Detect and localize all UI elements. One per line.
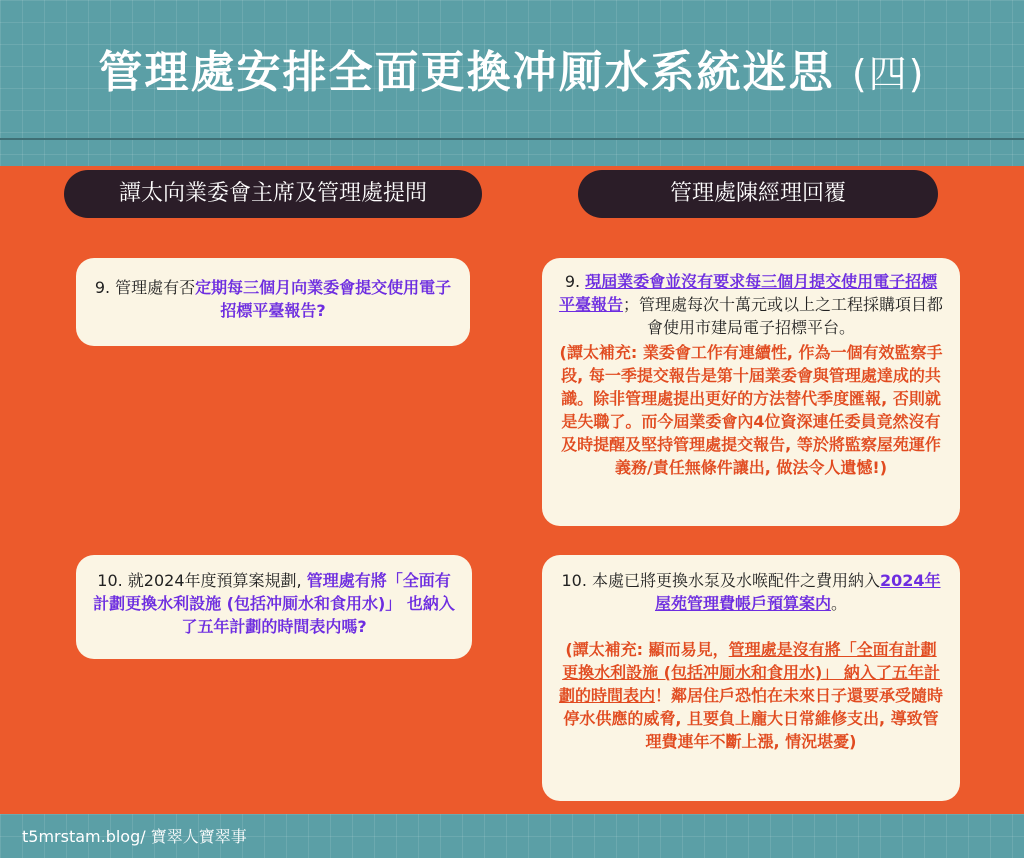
q10-prefix: 10. 就2024年度預算案規劃, <box>97 571 307 590</box>
question-10-card <box>76 555 472 659</box>
q9-prefix: 9. 管理處有否 <box>94 278 196 297</box>
a10-highlight: 2024年屋苑管理費帳戶預算案内 <box>654 571 941 613</box>
q10-highlight: 管理處有將「全面有計劃更換水利設施 (包括冲厠水和食用水)」 也納入了五年計劃的時間表内嗎? <box>93 571 455 636</box>
footer-credit: t5mrstam.blog/ 寶翠人寶翠事 <box>22 827 247 846</box>
right-heading: 管理處陳經理回覆 <box>578 170 938 218</box>
a10-note-highlight: 管理處是沒有將「全面有計劃更換水利設施 (包括冲厠水和食用水)」 納入了五年計劃的時間表内 <box>558 640 940 705</box>
q9-highlight: 定期每三個月向業委會提交使用電子招標平臺報告? <box>195 278 452 320</box>
a9-note: (譚太補充: 業委會工作有連續性, 作為一個有效監察手段, 每一季提交報告是第十屆業委會與管理處達成的共識。除非管理處提出更好的方法替代季度匯報, 否則就是失職了。而今屆業委會內4位資深連任委員竟然沒有及時提醒及堅持管理處提交報告, 等於將監察屋苑運作義務/責任無條件讓出, 做法令人遺憾!) <box>559 343 943 477</box>
answer-10-card <box>542 555 960 801</box>
a10-prefix: 10. 本處已將更換水泵及水喉配件之費用納入 <box>561 571 880 590</box>
a10-note-suffix: ！鄰居住戶恐怕在未來日子還要承受隨時停水供應的威脅, 且要負上龐大日常維修支出, 導致管理費連年不斷上漲, 情況堪憂) <box>563 686 944 751</box>
title-suffix: (四) <box>851 52 926 96</box>
a9-prefix: 9. <box>564 272 586 291</box>
a10-note <box>558 638 944 753</box>
title-text: 管理處安排全面更換冲厠水系統迷思 <box>98 47 835 98</box>
a10-note-prefix: (譚太補充: 顯而易見， <box>565 640 729 659</box>
title-divider <box>0 138 1024 140</box>
answer-9-card <box>542 258 960 526</box>
page-title <box>0 36 1024 100</box>
a9-body: ；管理處每次十萬元或以上之工程採購項目都會使用市建局電子招標平台。 <box>623 295 944 337</box>
left-heading: 譚太向業委會主席及管理處提問 <box>64 170 482 218</box>
a10-suffix: 。 <box>831 594 848 613</box>
a9-highlight: 現屆業委會並沒有要求每三個月提交使用電子招標平臺報告 <box>558 272 938 314</box>
question-9-card <box>76 258 470 346</box>
